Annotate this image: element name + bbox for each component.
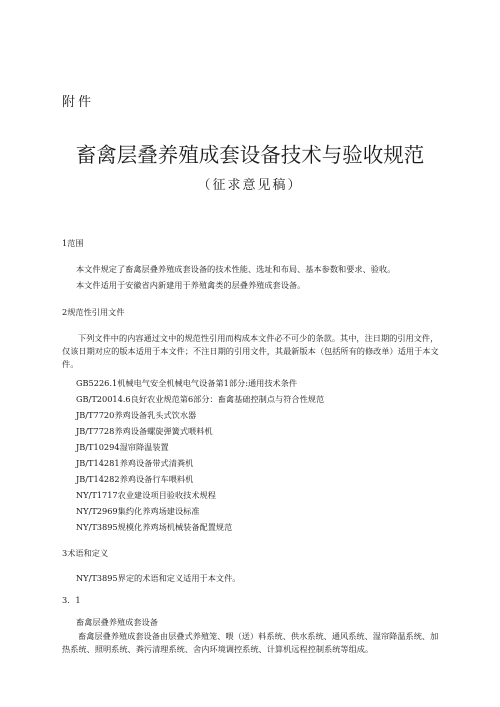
reference-item: JB/T14282养鸡设备行车喂料机 (76, 474, 194, 484)
reference-item: JB/T7728养鸡设备螺旋弹簧式喂料机 (76, 426, 213, 436)
section-1-paragraph: 本文件规定了畜禽层叠养殖成套设备的技术性能、选址和布局、基本参数和要求、验收。 (76, 264, 396, 274)
reference-item: JB/T10294湿帘降温装置 (76, 442, 169, 452)
section-3-intro: NY/T3895界定的术语和定义适用于本文件。 (76, 573, 241, 583)
reference-item: GB/T20014.6良好农业规范第6部分：畜禽基础控制点与符合性规范 (76, 394, 325, 404)
reference-item: NY/T2969集约化养鸡场建设标准 (76, 506, 200, 516)
reference-item: GB5226.1机械电气安全机械电气设备第1部分:通用技术条件 (76, 378, 298, 388)
reference-item: JB/T14281养鸡设备带式清粪机 (76, 458, 194, 468)
section-1-heading: 1范围 (62, 238, 84, 248)
attachment-label: 附件 (62, 95, 95, 110)
reference-item: NY/T3895规模化养鸡场机械装备配置规范 (76, 522, 233, 532)
document-title: 畜禽层叠养殖成套设备技术与验收规范 (75, 143, 425, 167)
term-number: 3．1 (62, 595, 81, 605)
section-2-intro: 下列文件中的内容通过文中的规范性引用而构成本文件必不可少的条款。其中，注日期的引用文件，仅该日期对应的版本适用于本文件；不注日期的引用文件，其最新版本（包括所有的修改单）适用于本文件。 (62, 333, 439, 369)
term-definition: 畜禽层叠养殖成套设备由层叠式养殖笼、喂（送）料系统、供水系统、通风系统、湿帘降温系统、加热系统、照明系统、粪污清理系统、舍内环境调控系统、计算机远程控制系统等组成。 (62, 631, 439, 654)
section-2-heading: 2规范性引用文件 (62, 307, 125, 317)
document-subtitle: （征求意见稿） (197, 178, 303, 193)
section-1-paragraph: 本文件适用于安徽省内新建用于养殖禽类的层叠养殖成套设备。 (76, 280, 306, 290)
reference-item: NY/T1717农业建设项目验收技术规程 (76, 490, 216, 500)
section-3-heading: 3术语和定义 (62, 548, 109, 558)
term-name: 畜禽层叠养殖成套设备 (76, 617, 158, 627)
reference-item: JB/T7720养鸡设备乳头式饮水器 (76, 410, 197, 420)
